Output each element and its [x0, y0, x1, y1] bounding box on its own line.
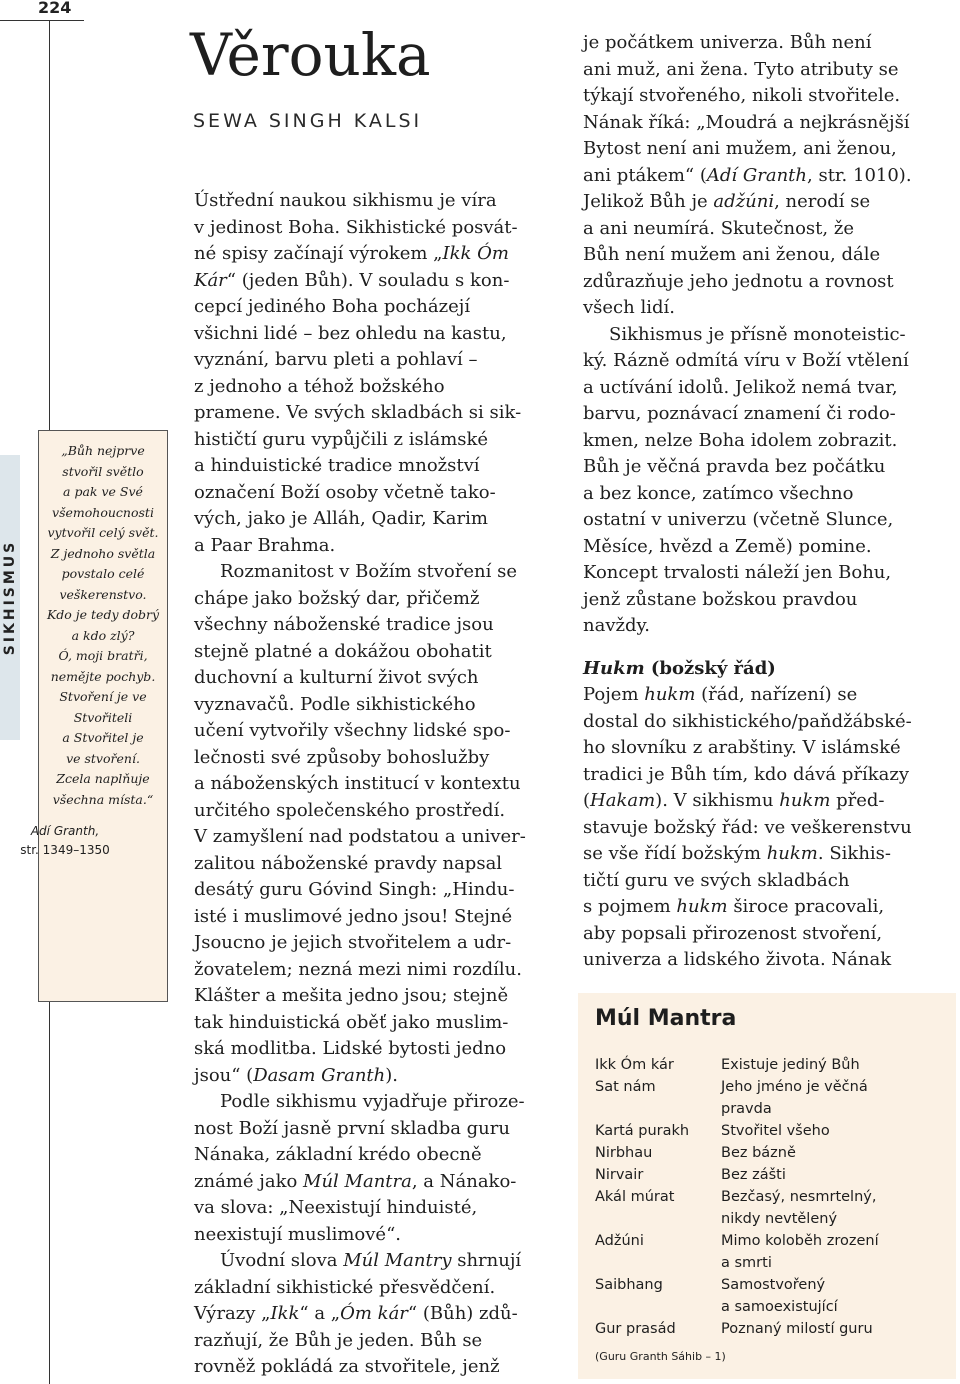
mantra-row — [595, 1120, 947, 1142]
body-right-line: Jelikož Bůh je adžúni, nerodí se — [583, 191, 871, 212]
body-right-line: Sikhismus je přísně monoteistic- — [609, 323, 906, 345]
mantra-row — [595, 1274, 947, 1318]
body-column-middle — [194, 188, 526, 1381]
quote-line: a pak ve Své — [63, 484, 143, 499]
body-right-line: stavuje božský řád: ve veškerenstvu — [583, 816, 912, 838]
article-title: Věrouka — [190, 21, 431, 89]
body-mid-line: všechny náboženské tradice jsou — [194, 614, 494, 635]
body-mid-line: Jsoucno je jejich stvořitelem a udr- — [194, 932, 512, 953]
body-mid-line: Nánaka, základní krédo obecně — [194, 1144, 482, 1165]
body-mid-line: známé jako Múl Mantra, a Nánako- — [194, 1170, 517, 1192]
section-tab-label: SIKHISMUS — [2, 539, 18, 656]
body-mid-line: označení Boží osoby včetně tako- — [194, 481, 496, 503]
body-mid-line: duchovní a kulturní život svých — [194, 667, 479, 688]
body-mid-line: a náboženských institucí v kontextu — [194, 773, 521, 794]
mantra-meaning-line: Bez zášti — [721, 1167, 786, 1183]
quote-line: „Bůh nejprve — [61, 443, 145, 458]
quote-line: ve stvoření. — [66, 750, 140, 766]
body-right-line: Bůh je věčná pravda bez počátku — [583, 456, 886, 477]
body-mid-line: v jedinost Boha. Sikhistické posvát- — [194, 216, 518, 238]
body-mid-line: desátý guru Góvind Singh: „Hindu- — [194, 879, 515, 900]
mantra-meaning — [721, 1186, 947, 1230]
body-right-line: a ani neumírá. Skutečnost, že — [583, 217, 854, 239]
body-column-right — [583, 30, 912, 974]
mantra-term: Kartá purakh — [595, 1123, 690, 1139]
mantra-row — [595, 1186, 947, 1230]
body-right-line: ani ptákem“ (Adí Granth, str. 1010). — [583, 164, 912, 186]
quote-line: Zcela naplňuje — [56, 771, 150, 786]
mantra-term: Ikk Óm kár — [595, 1057, 674, 1073]
body-mid-line: zalitou náboženské pravdy napsal — [194, 852, 503, 874]
mantra-meaning-line: pravda — [721, 1101, 772, 1117]
mantra-meaning-line: Mimo koloběh zrození — [721, 1233, 879, 1249]
body-right-line: Bůh není mužem ani ženou, dále — [583, 244, 881, 265]
body-right-line: aby popsali přirozenost stvoření, — [583, 922, 883, 944]
body-mid-line: Kár“ (jeden Bůh). V souladu s kon- — [194, 269, 510, 291]
body-right-line: barvu, poznávací znamení či rodo- — [583, 403, 896, 424]
mantra-meaning — [721, 1230, 947, 1274]
mantra-meaning-line: a smrti — [721, 1255, 772, 1271]
mantra-row — [595, 1164, 947, 1186]
body-right-line: zdůrazňuje jeho jednotu a rovnost — [583, 270, 894, 292]
body-right-line: Nának říká: „Moudrá a nejkrásnější — [583, 111, 910, 133]
body-right-line: ký. Rázně odmítá víru v Boží vtělení — [583, 350, 909, 371]
body-mid-line: V zamyšlení nad podstatou a univer- — [194, 826, 526, 847]
quote-source-page: str. 1349–1350 — [20, 843, 110, 857]
quote-line: Kdo je tedy dobrý — [46, 607, 160, 622]
mantra-meaning — [721, 1076, 947, 1120]
body-mid-line: tak hinduistická oběť jako muslim- — [194, 1011, 509, 1033]
mantra-meaning-line: Bezčasý, nesmrtelný, — [721, 1189, 877, 1205]
body-mid-line: vých, jako je Alláh, Qadir, Karim — [194, 508, 488, 529]
quote-line: všemohoucnosti — [52, 504, 154, 520]
body-right-line: Měsíce, hvězd a Země) pomine. — [583, 535, 872, 557]
body-mid-line: Úvodní slova Múl Mantry shrnují — [220, 1250, 522, 1271]
mantra-row — [595, 1230, 947, 1274]
mantra-meaning-line: Bez bázně — [721, 1145, 796, 1161]
body-mid-line: va slova: „Neexistují hinduisté, — [194, 1197, 478, 1218]
quote-line: Ó, moji bratři, — [58, 648, 148, 663]
mantra-meaning — [721, 1054, 947, 1076]
body-right-line: kmen, nelze Boha idolem zobrazit. — [583, 429, 898, 451]
quote-line: a kdo zlý? — [71, 627, 135, 643]
body-mid-line: určitého společenského prostředí. — [194, 799, 506, 821]
body-right-line: všech lidí. — [583, 297, 675, 318]
mantra-term: Nirvair — [595, 1167, 644, 1183]
body-mid-line: Rozmanitost v Božím stvoření se — [220, 561, 517, 582]
body-mid-line: Klášter a mešita jedno jsou; stejně — [194, 985, 509, 1006]
quote-source — [0, 822, 130, 860]
body-mid-line: z jednoho a téhož božského — [194, 375, 445, 397]
mul-mantra-source: (Guru Granth Sáhib – 1) — [595, 1350, 726, 1363]
body-mid-line: základní sikhistické přesvědčení. — [194, 1276, 496, 1298]
body-mid-line: chápe jako božský dar, přičemž — [194, 587, 480, 609]
quote-line: Z jednoho světla — [50, 545, 156, 561]
body-right-line: ho slovníku z arabštiny. V islámské — [583, 737, 901, 758]
body-mid-line: hističtí guru vypůjčili z islámské — [194, 428, 489, 450]
quote-line: Stvoření je ve — [59, 689, 147, 704]
mantra-meaning-line: a samoexistující — [721, 1299, 838, 1315]
mul-mantra-table — [595, 1054, 947, 1340]
quote-line: Stvořiteli — [73, 709, 133, 725]
body-mid-line: razňují, že Bůh je jeden. Bůh se — [194, 1329, 483, 1351]
mantra-term: Akál múrat — [595, 1189, 675, 1205]
mantra-meaning — [721, 1164, 947, 1186]
page-number: 224 — [38, 0, 72, 17]
body-mid-line: nost Boží jasně první skladba guru — [194, 1117, 510, 1139]
body-right-line: tradici je Bůh tím, kdo dává příkazy — [583, 763, 910, 785]
body-mid-line: rovněž pokládá za stvořitele, jenž — [194, 1356, 500, 1377]
body-right-line: navždy. — [583, 615, 650, 636]
body-right-line: a bez konce, zatímco všechno — [583, 482, 854, 504]
body-mid-line: stejně platné a dokážou obohatit — [194, 640, 492, 662]
mul-mantra-title: Múl Mantra — [595, 1006, 737, 1031]
body-mid-line: lečnosti své způsoby bohoslužby — [194, 746, 490, 768]
body-mid-line: cepcí jediného Boha pocházejí — [194, 296, 471, 317]
body-right-line: tičtí guru ve svých skladbách — [583, 869, 850, 891]
body-mid-line: isté i muslimové jedno jsou! Stejné — [194, 905, 513, 927]
mantra-term: Sat nám — [595, 1079, 656, 1095]
mul-mantra-box — [578, 993, 956, 1379]
body-mid-line: jsou“ (Dasam Granth). — [194, 1064, 399, 1086]
body-right-line: dostal do sikhistického/paňdžábské- — [583, 710, 912, 732]
mantra-term: Saibhang — [595, 1277, 663, 1293]
body-right-line: ostatní v univerzu (včetně Slunce, — [583, 509, 894, 530]
mantra-row — [595, 1318, 947, 1340]
body-mid-line: učení vytvořily všechny lidské spo- — [194, 720, 511, 741]
mantra-row — [595, 1142, 947, 1164]
body-right-line: univerza a lidského života. Nának — [583, 949, 892, 970]
mantra-row — [595, 1076, 947, 1120]
body-right-line: (Hakam). V sikhismu hukm před- — [583, 790, 885, 811]
quote-line: stvořil světlo — [62, 463, 144, 479]
quote-line: nemějte pochyb. — [50, 668, 156, 684]
quote-line: všechna místa.“ — [52, 791, 154, 807]
quote-source-title: Adí Granth, — [30, 824, 100, 838]
body-right-line: jenž zůstane božskou pravdou — [583, 588, 858, 610]
mantra-meaning-line: Samostvořený — [721, 1277, 826, 1293]
body-mid-line: a Paar Brahma. — [194, 534, 336, 556]
quote-line: povstalo celé — [61, 566, 145, 581]
body-mid-line: žovatelem; nezná mezi nimi rozdílu. — [194, 958, 522, 980]
body-mid-line: Podle sikhismu vyjadřuje přiroze- — [220, 1091, 525, 1112]
body-mid-line: vyznavačů. Podle sikhistického — [194, 693, 476, 715]
mantra-meaning-line: Jeho jméno je věčná — [721, 1079, 868, 1095]
body-right-line: ani muž, ani žena. Tyto atributy se — [583, 58, 899, 80]
body-mid-line: pramene. Ve svých skladbách si sik- — [194, 402, 522, 423]
body-right-line: Bytost není ani mužem, ani ženou, — [583, 138, 897, 159]
body-mid-line: všichni lidé – bez ohledu na kastu, — [194, 322, 507, 344]
body-right-line: týkají stvořeného, nikoli stvořitele. — [583, 85, 901, 106]
body-right-line: se vše řídí božským hukm. Sikhis- — [583, 843, 891, 864]
mantra-row — [595, 1054, 947, 1076]
mantra-meaning — [721, 1318, 947, 1340]
quote-box — [38, 430, 168, 1002]
page-number-bar — [0, 0, 84, 21]
quote-line: vytvořil celý svět. — [47, 525, 159, 540]
body-right-line: Pojem hukm (řád, nařízení) se — [583, 684, 858, 705]
mantra-meaning — [721, 1274, 947, 1318]
body-right-line: a uctívání idolů. Jelikož nemá tvar, — [583, 376, 898, 398]
mantra-term: Adžúni — [595, 1233, 644, 1249]
quote-line: a Stvořitel je — [62, 730, 144, 745]
section-heading: Hukm (božský řád) — [583, 657, 776, 679]
quote-line: veškerenstvo. — [59, 586, 147, 602]
quote-text — [39, 441, 167, 810]
mantra-meaning-line: Poznaný milostí guru — [721, 1321, 873, 1337]
body-mid-line: a hinduistické tradice množství — [194, 455, 480, 476]
body-mid-line: né spisy začínají výrokem „Ikk Óm — [194, 243, 509, 264]
body-right-line: je počátkem univerza. Bůh není — [583, 32, 872, 53]
body-mid-line: Ústřední naukou sikhismu je víra — [194, 190, 497, 211]
mantra-term: Gur prasád — [595, 1321, 676, 1337]
body-mid-line: ská modlitba. Lidské bytosti jedno — [194, 1038, 507, 1059]
mantra-meaning — [721, 1142, 947, 1164]
body-mid-line: vyznání, barvu pleti a pohlaví – — [194, 349, 478, 370]
mantra-meaning — [721, 1120, 947, 1142]
mantra-meaning-line: Stvořitel všeho — [721, 1123, 830, 1139]
article-author: SEWA SINGH KALSI — [193, 110, 423, 132]
mantra-meaning-line: nikdy nevtělený — [721, 1211, 838, 1227]
mantra-term: Nirbhau — [595, 1145, 653, 1161]
body-right-line: Koncept trvalosti náleží jen Bohu, — [583, 562, 892, 583]
mantra-meaning-line: Existuje jediný Bůh — [721, 1057, 860, 1073]
body-mid-line: Výrazy „Ikk“ a „Óm kár“ (Bůh) zdů- — [194, 1303, 518, 1324]
body-right-line: s pojmem hukm široce pracovali, — [583, 896, 885, 917]
body-mid-line: neexistují muslimové“. — [194, 1223, 401, 1245]
